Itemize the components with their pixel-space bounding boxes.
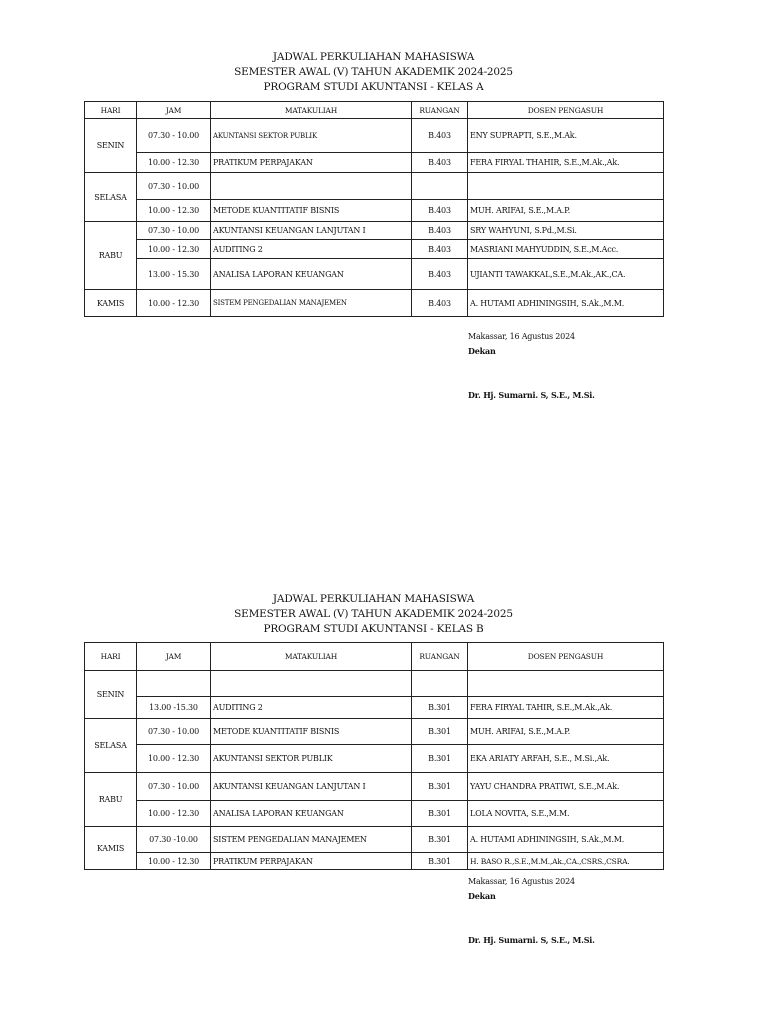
time-cell: 10.00 - 12.30 (137, 290, 211, 317)
header-jam: JAM (137, 643, 211, 671)
schedule-table-b (84, 642, 663, 870)
room-cell: B.301 (412, 697, 468, 719)
table-header-row (85, 102, 664, 119)
room-cell (412, 173, 468, 200)
day-cell: RABU (85, 773, 137, 827)
room-cell: B.403 (412, 222, 468, 240)
title-line-2: SEMESTER AWAL (V) TAHUN AKADEMIK 2024-2025 (234, 608, 513, 620)
lecturer-cell: A. HUTAMI ADHININGSIH, S.Ak.,M.M. (468, 827, 664, 853)
header-hari: HARI (85, 102, 137, 119)
header-ruangan: RUANGAN (412, 643, 468, 671)
lecturer-cell: FERA FIRYAL TAHIR, S.E.,M.Ak.,Ak. (468, 697, 664, 719)
lecturer-cell: EKA ARIATY ARFAH, S.E., M.Si.,Ak. (468, 745, 664, 773)
table-header-row (85, 643, 664, 671)
room-cell: B.403 (412, 200, 468, 222)
time-cell: 07.30 - 10.00 (137, 719, 211, 745)
day-cell: SELASA (85, 173, 137, 222)
course-cell: METODE KUANTITATIF BISNIS (211, 719, 412, 745)
dean-position: Dekan (468, 891, 496, 901)
lecturer-cell: MASRIANI MAHYUDDIN, S.E.,M.Acc. (468, 240, 664, 259)
time-cell: 10.00 - 12.30 (137, 153, 211, 173)
room-cell: B.301 (412, 773, 468, 801)
lecturer-cell: ENY SUPRAPTI, S.E.,M.Ak. (468, 119, 664, 153)
place-date: Makassar, 16 Agustus 2024 (468, 877, 575, 886)
lecturer-cell: MUH. ARIFAI, S.E.,M.A.P. (468, 200, 664, 222)
day-cell: SELASA (85, 719, 137, 773)
signature-block-a (468, 330, 595, 402)
table-row (85, 719, 664, 745)
lecturer-cell: UJIANTI TAWAKKAL,S.E.,M.Ak.,AK.,CA. (468, 259, 664, 290)
table-row (85, 119, 664, 153)
dean-name: Dr. Hj. Sumarni. S, S.E., M.Si. (468, 935, 595, 945)
room-cell: B.301 (412, 853, 468, 870)
course-cell: METODE KUANTITATIF BISNIS (211, 200, 412, 222)
header-dosen: DOSEN PENGASUH (468, 643, 664, 671)
lecturer-cell: A. HUTAMI ADHININGSIH, S.Ak.,M.M. (468, 290, 664, 317)
time-cell (137, 671, 211, 697)
lecturer-cell: FERA FIRYAL THAHIR, S.E.,M.Ak.,Ak. (468, 153, 664, 173)
table-row (85, 240, 664, 259)
lecturer-cell (468, 173, 664, 200)
time-cell: 10.00 - 12.30 (137, 240, 211, 259)
table-row (85, 290, 664, 317)
course-cell: ANALISA LAPORAN KEUANGAN (211, 259, 412, 290)
course-cell: AUDITING 2 (211, 697, 412, 719)
table-row (85, 697, 664, 719)
table-row (85, 200, 664, 222)
time-cell: 13.00 - 15.30 (137, 259, 211, 290)
table-row (85, 153, 664, 173)
header-matakuliah: MATAKULIAH (211, 643, 412, 671)
time-cell: 07.30 - 10.00 (137, 222, 211, 240)
room-cell: B.403 (412, 240, 468, 259)
course-cell: PRATIKUM PERPAJAKAN (211, 153, 412, 173)
lecturer-cell: SRY WAHYUNI, S.Pd.,M.Si. (468, 222, 664, 240)
dean-name: Dr. Hj. Sumarni. S, S.E., M.Si. (468, 390, 595, 400)
time-cell: 10.00 - 12.30 (137, 853, 211, 870)
table-row (85, 853, 664, 870)
table-row (85, 173, 664, 200)
course-cell: ANALISA LAPORAN KEUANGAN (211, 801, 412, 827)
course-cell: PRATIKUM PERPAJAKAN (211, 853, 412, 870)
course-cell: SISTEM PENGEDALIAN MANAJEMEN (211, 827, 412, 853)
title-line-1: JADWAL PERKULIAHAN MAHASISWA (272, 51, 475, 63)
table-row (85, 671, 664, 697)
day-cell: KAMIS (85, 827, 137, 870)
room-cell: B.403 (412, 259, 468, 290)
course-cell: AKUNTANSI KEUANGAN LANJUTAN I (211, 773, 412, 801)
day-cell: SENIN (85, 671, 137, 719)
signature-block-b (468, 875, 595, 947)
lecturer-cell: LOLA NOVITA, S.E.,M.M. (468, 801, 664, 827)
course-cell: AUDITING 2 (211, 240, 412, 259)
room-cell: B.301 (412, 745, 468, 773)
day-cell: KAMIS (85, 290, 137, 317)
course-cell: AKUNTANSI SEKTOR PUBLIK (211, 745, 412, 773)
place-date: Makassar, 16 Agustus 2024 (468, 332, 575, 341)
day-cell: SENIN (85, 119, 137, 173)
header-jam: JAM (137, 102, 211, 119)
schedule-table-a (84, 101, 663, 317)
room-cell: B.403 (412, 153, 468, 173)
table-row (85, 801, 664, 827)
lecturer-cell: H. BASO R.,S.E.,M.M.,Ak.,CA.,CSRS.,CSRA. (468, 853, 664, 870)
room-cell: B.301 (412, 827, 468, 853)
title-line-3: PROGRAM STUDI AKUNTANSI - KELAS A (263, 81, 484, 93)
lecturer-cell: YAYU CHANDRA PRATIWI, S.E.,M.Ak. (468, 773, 664, 801)
time-cell: 07.30 - 10.00 (137, 173, 211, 200)
title-line-3: PROGRAM STUDI AKUNTANSI - KELAS B (263, 623, 484, 635)
time-cell: 10.00 - 12.30 (137, 745, 211, 773)
lecturer-cell (468, 671, 664, 697)
header-matakuliah: MATAKULIAH (211, 102, 412, 119)
lecturer-cell: MUH. ARIFAI, S.E.,M.A.P. (468, 719, 664, 745)
table-row (85, 773, 664, 801)
time-cell: 07.30 - 10.00 (137, 773, 211, 801)
header-hari: HARI (85, 643, 137, 671)
table-row (85, 222, 664, 240)
course-cell (211, 173, 412, 200)
course-cell: AKUNTANSI SEKTOR PUBLIK (211, 119, 412, 153)
table-row (85, 259, 664, 290)
title-line-2: SEMESTER AWAL (V) TAHUN AKADEMIK 2024-2025 (234, 66, 513, 78)
course-cell: SISTEM PENGEDALIAN MANAJEMEN (211, 290, 412, 317)
header-ruangan: RUANGAN (412, 102, 468, 119)
course-cell: AKUNTANSI KEUANGAN LANJUTAN I (211, 222, 412, 240)
room-cell: B.403 (412, 119, 468, 153)
time-cell: 07.30 - 10.00 (137, 119, 211, 153)
room-cell: B.403 (412, 290, 468, 317)
table-row (85, 827, 664, 853)
time-cell: 10.00 - 12.30 (137, 200, 211, 222)
table-row (85, 745, 664, 773)
room-cell: B.301 (412, 719, 468, 745)
room-cell (412, 671, 468, 697)
course-cell (211, 671, 412, 697)
title-line-1: JADWAL PERKULIAHAN MAHASISWA (272, 593, 475, 605)
time-cell: 10.00 - 12.30 (137, 801, 211, 827)
time-cell: 13.00 -15.30 (137, 697, 211, 719)
schedule-title-b (84, 592, 663, 637)
schedule-title-a (84, 50, 663, 95)
time-cell: 07.30 -10.00 (137, 827, 211, 853)
header-dosen: DOSEN PENGASUH (468, 102, 664, 119)
day-cell: RABU (85, 222, 137, 290)
dean-position: Dekan (468, 346, 496, 356)
room-cell: B.301 (412, 801, 468, 827)
